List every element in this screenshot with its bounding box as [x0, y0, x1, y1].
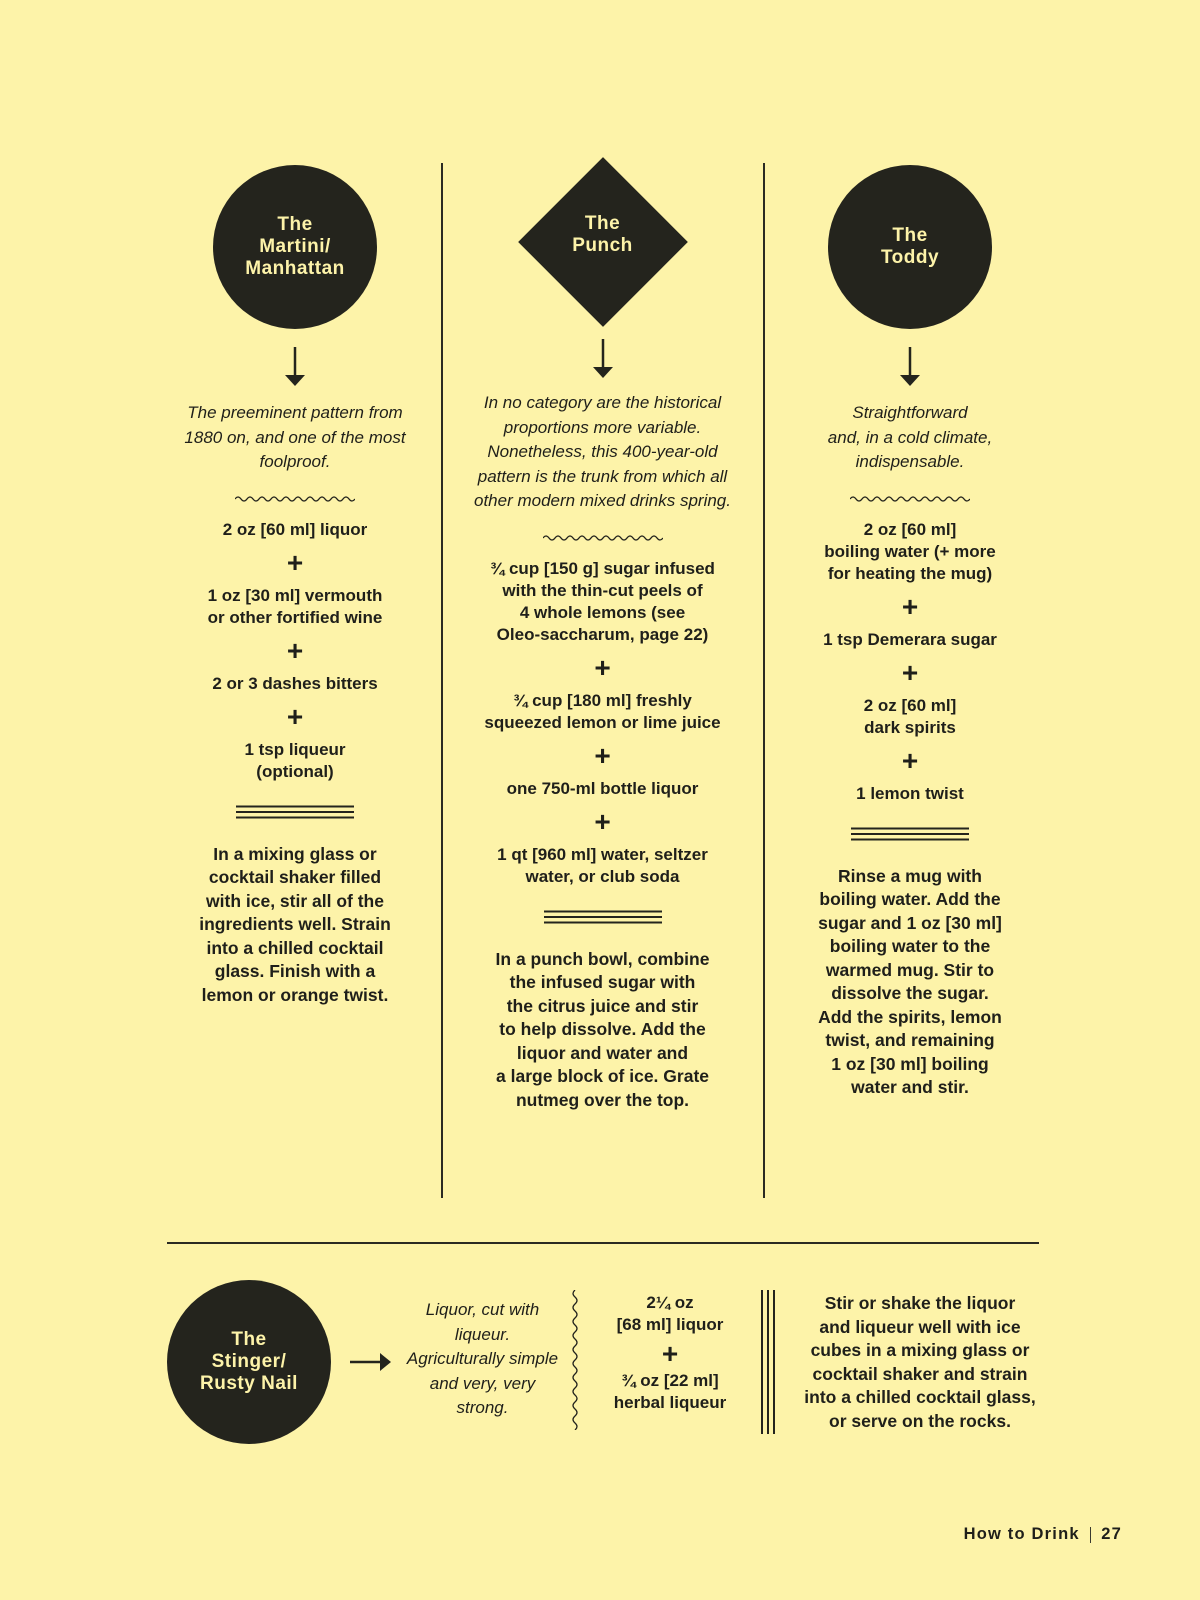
martini-title: The Martini/ Manhattan	[245, 214, 345, 279]
stinger-instructions: Stir or shake the liquor and liqueur well with ice cubes in a mixing glass or cocktail shaker and strain into a chilled cocktail glass, or serve on the rocks.	[804, 1293, 1036, 1431]
plus-icon: +	[286, 634, 304, 666]
arrow-down-icon	[591, 339, 615, 379]
ingredient: ¾ cup [180 ml] freshly squeezed lemon or lime juice	[484, 690, 721, 732]
triple-line-divider	[544, 910, 662, 924]
plus-icon: +	[661, 1338, 679, 1369]
ingredient: 1 oz [30 ml] vermouth or other fortified wine	[207, 585, 383, 627]
column-divider-right	[763, 163, 765, 1198]
stinger-title: The Stinger/ Rusty Nail	[200, 1329, 298, 1394]
plus-icon: +	[901, 590, 919, 622]
punch-title: The Punch	[572, 213, 633, 256]
ingredient: 2 oz [60 ml] dark spirits	[863, 695, 957, 737]
toddy-description: Straightforward and, in a cold climate, indispensable.	[827, 403, 993, 471]
ingredient: 2 or 3 dashes bitters	[212, 673, 378, 693]
triple-line-divider	[851, 827, 969, 841]
ingredient: 1 lemon twist	[856, 783, 964, 803]
squiggle-divider	[235, 495, 355, 503]
column-divider-left	[441, 163, 443, 1198]
punch-badge	[518, 157, 688, 327]
ingredient: one 750-ml bottle liquor	[506, 778, 699, 798]
punch-description: In no category are the historical proportions more variable. Nonetheless, this 400-year-old pattern is the trunk from which all other modern mixed drinks spring.	[473, 393, 731, 510]
punch-column	[460, 165, 745, 1112]
squiggle-divider	[543, 534, 663, 542]
ingredient: 1 tsp Demerara sugar	[823, 629, 997, 649]
stinger-ingredients	[590, 1292, 750, 1414]
vertical-triple-line-divider	[760, 1290, 776, 1434]
martini-column	[170, 165, 420, 1007]
page-number: 27	[1101, 1525, 1122, 1543]
book-title: How to Drink	[963, 1525, 1080, 1543]
punch-title-wrap	[518, 157, 688, 327]
ingredient: 2¼ oz [68 ml] liquor	[616, 1293, 724, 1334]
ingredient: ¾ cup [150 g] sugar infused with the thin-cut peels of 4 whole lemons (see Oleo-saccharum, page 22)	[490, 558, 715, 644]
toddy-instructions: Rinse a mug with boiling water. Add the sugar and 1 oz [30 ml] boiling water to the warmed mug. Stir to dissolve the sugar. Add the spirits, lemon twist, and remaining 1 oz [30 ml] boiling water and stir.	[818, 865, 1002, 1097]
plus-icon: +	[286, 546, 304, 578]
arrow-down-icon	[283, 347, 307, 387]
plus-icon: +	[286, 700, 304, 732]
plus-icon: +	[901, 656, 919, 688]
toddy-column	[785, 165, 1035, 1100]
martini-badge	[213, 165, 377, 329]
plus-icon: +	[901, 744, 919, 776]
ingredient: 2 oz [60 ml] boiling water (+ more for heating the mug)	[824, 519, 996, 583]
plus-icon: +	[594, 805, 611, 837]
plus-icon: +	[594, 739, 611, 771]
triple-line-divider	[236, 805, 354, 819]
page-footer	[964, 1525, 1122, 1544]
vertical-squiggle-divider	[570, 1290, 580, 1430]
ingredient: 2 oz [60 ml] liquor	[222, 519, 368, 539]
arrow-right-icon	[350, 1350, 392, 1374]
footer-separator	[1090, 1527, 1092, 1543]
stinger-description: Liquor, cut with liqueur. Agriculturally simple and very, very strong.	[406, 1300, 559, 1417]
toddy-badge	[828, 165, 992, 329]
punch-instructions: In a punch bowl, combine the infused sugar with the citrus juice and stir to help dissolve. Add the liquor and water and a large block of ice. Grate nutmeg over the top.	[495, 948, 710, 1110]
stinger-badge	[167, 1280, 331, 1444]
ingredient: 1 tsp liqueur (optional)	[244, 739, 346, 781]
toddy-title: The Toddy	[880, 225, 940, 268]
arrow-down-icon	[898, 347, 922, 387]
plus-icon: +	[594, 651, 611, 683]
martini-instructions: In a mixing glass or cocktail shaker filled with ice, stir all of the ingredients well. Strain into a chilled cocktail glass. Finish with a lemon or orange twist.	[199, 843, 391, 1005]
ingredient: 1 qt [960 ml] water, seltzer water, or club soda	[497, 844, 708, 886]
ingredient: ¾ oz [22 ml] herbal liqueur	[613, 1371, 727, 1412]
martini-description: The preeminent pattern from 1880 on, and one of the most foolproof.	[184, 403, 406, 471]
squiggle-divider	[850, 495, 970, 503]
section-divider	[167, 1242, 1039, 1244]
